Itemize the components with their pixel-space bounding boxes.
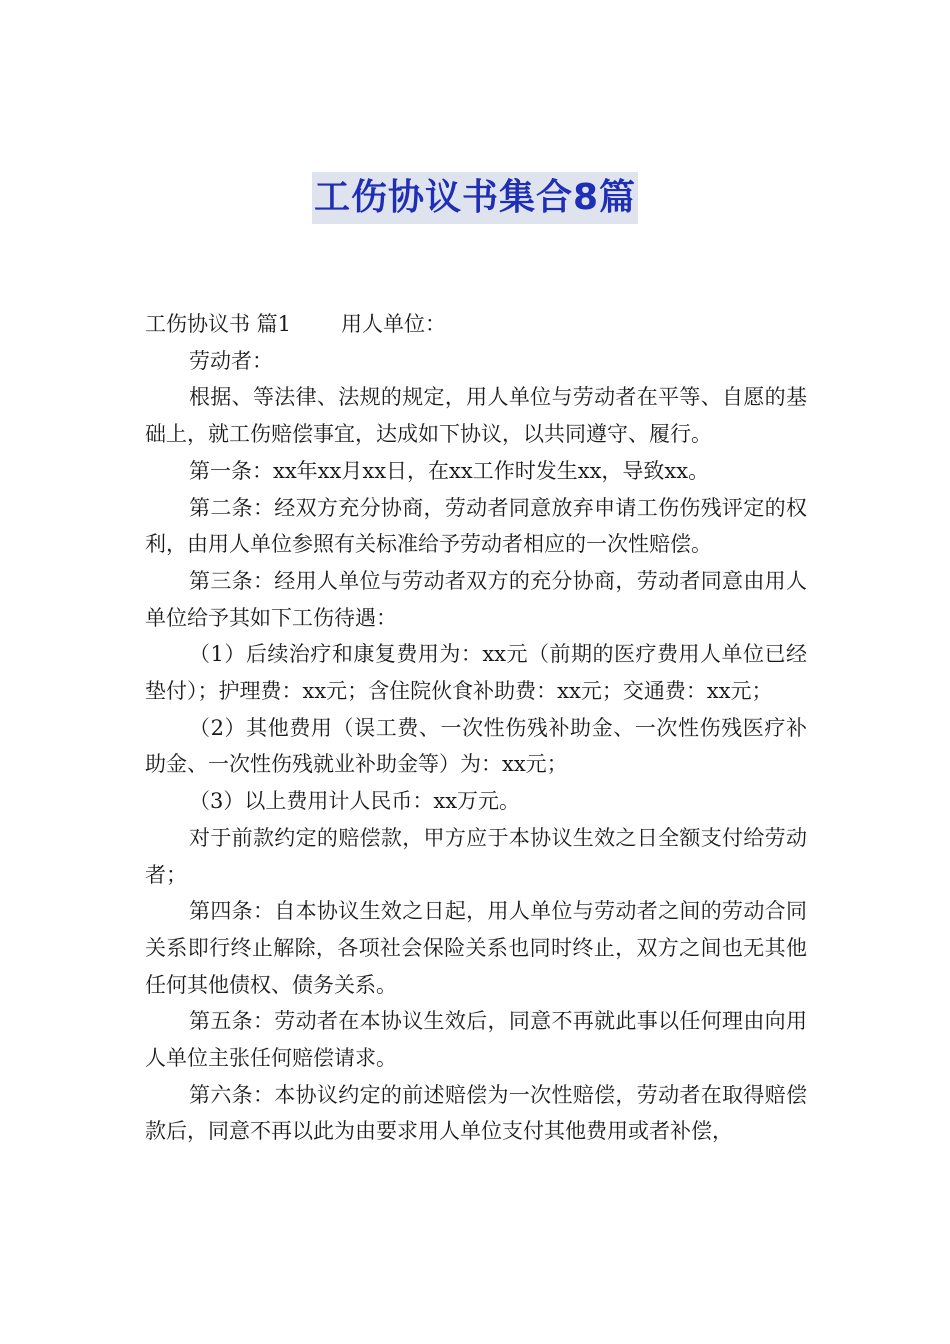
paragraph-article-3: 第三条：经用人单位与劳动者双方的充分协商，劳动者同意由用人单位给予其如下工伤待遇：: [145, 568, 807, 630]
paragraph-basis: 根据、等法律、法规的规定，用人单位与劳动者在平等、自愿的基础上，就工伤赔偿事宜，达成如下协议，以共同遵守、履行。: [145, 385, 807, 447]
document-title: 工伤协议书集合8篇: [312, 172, 638, 224]
section-heading: 工伤协议书 篇1: [145, 312, 292, 336]
employer-field-label: 用人单位：: [341, 312, 447, 336]
paragraph-article-2: 第二条：经双方充分协商，劳动者同意放弃申请工伤伤残评定的权利，由用人单位参照有关标准给予劳动者相应的一次性赔偿。: [145, 495, 807, 557]
paragraph-item-2: （2）其他费用（误工费、一次性伤残补助金、一次性伤残医疗补助金、一次性伤残就业补助金等）为：xx元；: [145, 715, 807, 777]
paragraph-article-1: 第一条：xx年xx月xx日，在xx工作时发生xx，导致xx。: [189, 458, 710, 483]
paragraph-payment: 对于前款约定的赔偿款，甲方应于本协议生效之日全额支付给劳动者；: [145, 825, 807, 887]
paragraph-article-5: 第五条：劳动者在本协议生效后，同意不再就此事以任何理由向用人单位主张任何赔偿请求。: [145, 1009, 807, 1071]
paragraph-article-4: 第四条：自本协议生效之日起，用人单位与劳动者之间的劳动合同关系即行终止解除，各项社会保险关系也同时终止，双方之间也无其他任何其他债权、债务关系。: [145, 899, 807, 997]
paragraph-worker: 劳动者：: [189, 348, 273, 373]
first-line: [145, 306, 807, 343]
title-container: [0, 172, 950, 224]
paragraph-article-6: 第六条：本协议约定的前述赔偿为一次性赔偿，劳动者在取得赔偿款后，同意不再以此为由要求用人单位支付其他费用或者补偿，: [145, 1082, 807, 1144]
paragraph-item-1: （1）后续治疗和康复费用为：xx元（前期的医疗费用人单位已经垫付）；护理费：xx元；含住院伙食补助费：xx元；交通费：xx元；: [145, 642, 807, 704]
paragraph-item-3: （3）以上费用计人民币：xx万元。: [189, 789, 521, 814]
document-body: [145, 306, 807, 1150]
